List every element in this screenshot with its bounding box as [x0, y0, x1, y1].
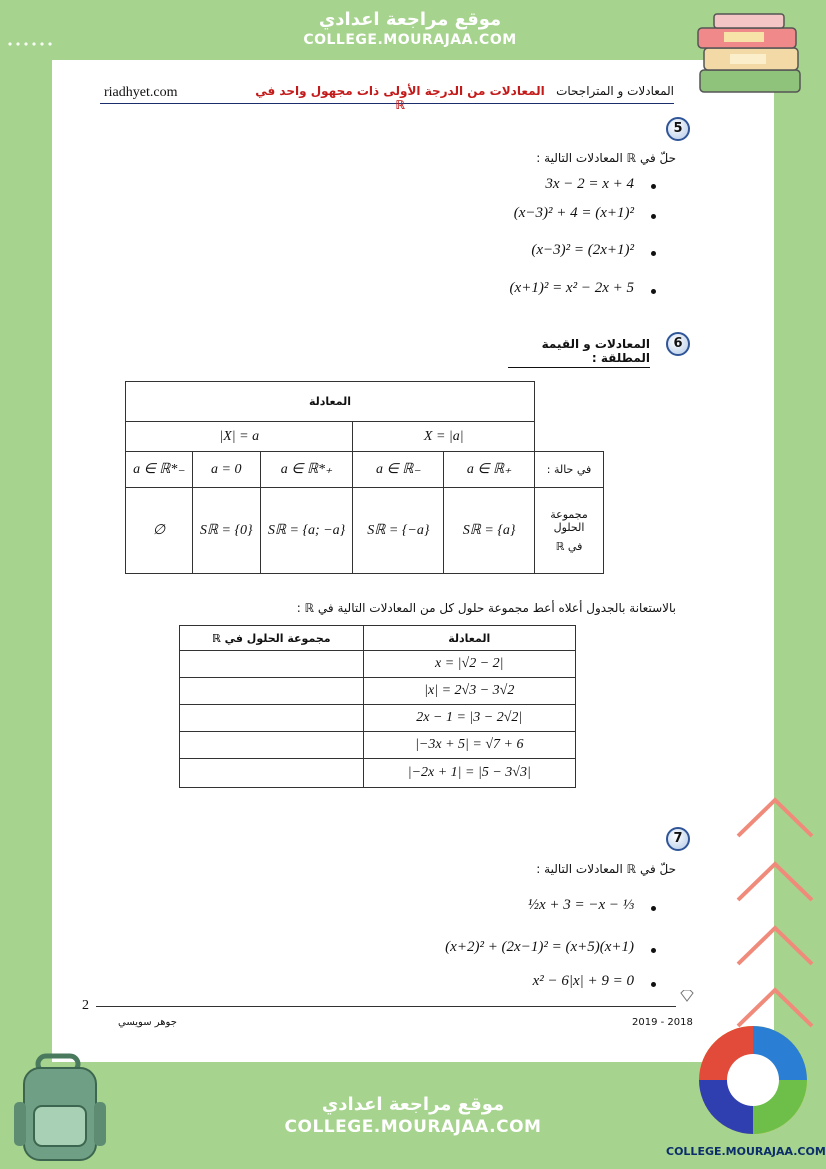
exercise-6-badge: 6 [666, 332, 690, 356]
table1-case: a ∈ ℝ₋ [353, 452, 444, 488]
brand-bottom-url[interactable]: COLLEGE.MOURAJAA.COM [284, 1117, 542, 1137]
brand-bottom [270, 1093, 556, 1137]
table2-equation: 2x − 1 = |3 − 2√2| [363, 705, 575, 732]
footer-author: جوهر سويسي [118, 1017, 177, 1028]
bullet [651, 251, 656, 256]
books-icon [690, 8, 810, 96]
ex5-equation: (x−3)² + 4 = (x+1)² [513, 205, 634, 221]
exercise-6-title: المعادلات و القيمة المطلقة : [508, 337, 650, 368]
solutions-table [179, 625, 576, 788]
table2-answer-cell[interactable] [180, 732, 364, 759]
college-logo-icon [694, 1020, 812, 1140]
table2-answer-cell[interactable] [180, 705, 364, 732]
table1-case-label: في حالة : [535, 452, 604, 488]
table1-solution: Sℝ = {0} [192, 488, 260, 574]
ex7-equation: x² − 6|x| + 9 = 0 [532, 973, 634, 989]
table2-col-equation: المعادلة [363, 626, 575, 651]
frame-left [0, 0, 52, 1169]
table2-equation: |−2x + 1| = |5 − 3√3| [363, 759, 575, 788]
ex7-equation: ½x + 3 = −x − ⅓ [527, 897, 634, 913]
table2-answer-cell[interactable] [180, 651, 364, 678]
page-header [100, 83, 674, 112]
table1-solution: ∅ [126, 488, 193, 574]
header-site[interactable]: riadhyet.com [104, 85, 178, 100]
exercise-7-badge: 7 [666, 827, 690, 851]
table2-equation: |−3x + 5| = √7 + 6 [363, 732, 575, 759]
bullet [651, 289, 656, 294]
table1-case: a ∈ ℝ₊ [444, 452, 535, 488]
table1-case: a ∈ ℝ*₊ [260, 452, 353, 488]
ex7-equation: (x+2)² + (2x−1)² = (x+5)(x+1) [445, 939, 634, 955]
table1-case: a ∈ ℝ*₋ [126, 452, 193, 488]
brand-top [280, 8, 540, 48]
table1-header: المعادلة [126, 382, 535, 422]
gem-icon [680, 990, 694, 1002]
exercise-6-instruction: بالاستعانة بالجدول أعلاه أعط مجموعة حلول كل من المعادلات التالية في ℝ : [296, 601, 676, 615]
exercise-7-instruction: حلّ في ℝ المعادلات التالية : [536, 862, 676, 876]
page-number: 2 [82, 998, 89, 1013]
exercise-5-badge: 5 [666, 117, 690, 141]
table2-answer-cell[interactable] [180, 678, 364, 705]
ex5-equation: 3x − 2 = x + 4 [545, 176, 634, 192]
table2-equation: |x| = 2√3 − 3√2 [363, 678, 575, 705]
bullet [651, 184, 656, 189]
footer-divider [96, 1006, 676, 1007]
brand-top-arabic: موقع مراجعة اعدادي [318, 9, 502, 30]
solution-label-line2: في ℝ [555, 540, 583, 553]
ex5-equation: (x+1)² = x² − 2x + 5 [509, 280, 634, 296]
bullet [651, 948, 656, 953]
header-chapter: المعادلات و المتراجحات [556, 84, 674, 98]
absolute-value-table [125, 381, 604, 574]
table1-solution: Sℝ = {a} [444, 488, 535, 574]
table2-answer-cell[interactable] [180, 759, 364, 788]
brand-top-url[interactable]: COLLEGE.MOURAJAA.COM [280, 32, 540, 48]
bullet [651, 214, 656, 219]
table1-case: a = 0 [192, 452, 260, 488]
brand-corner-url[interactable]: COLLEGE.MOURAJAA.COM [666, 1145, 826, 1158]
table2-col-solutions: مجموعة الحلول في ℝ [180, 626, 364, 651]
table1-eq-val: X = |a| [353, 422, 535, 452]
bullet [651, 982, 656, 987]
exercise-5-instruction: حلّ في ℝ المعادلات التالية : [536, 151, 676, 165]
backpack-icon [10, 1052, 114, 1164]
solution-label-line1: مجموعة الحلول [550, 508, 588, 534]
brand-bottom-arabic: موقع مراجعة اعدادي [321, 1094, 505, 1115]
table2-equation: x = |√2 − 2| [363, 651, 575, 678]
bullet [651, 906, 656, 911]
table1-solution: Sℝ = {a; −a} [260, 488, 353, 574]
dot-pattern [6, 40, 52, 50]
table1-solution: Sℝ = {−a} [353, 488, 444, 574]
header-lesson: المعادلات من الدرجة الأولى ذات مجهول واحد في ℝ [255, 84, 545, 112]
footer-year: 2019 - 2018 [632, 1017, 693, 1028]
ex5-equation: (x−3)² = (2x+1)² [531, 242, 634, 258]
chevrons-decoration-icon [732, 790, 818, 1030]
table1-solution-label [535, 488, 604, 574]
table1-eq-abs: |X| = a [126, 422, 353, 452]
